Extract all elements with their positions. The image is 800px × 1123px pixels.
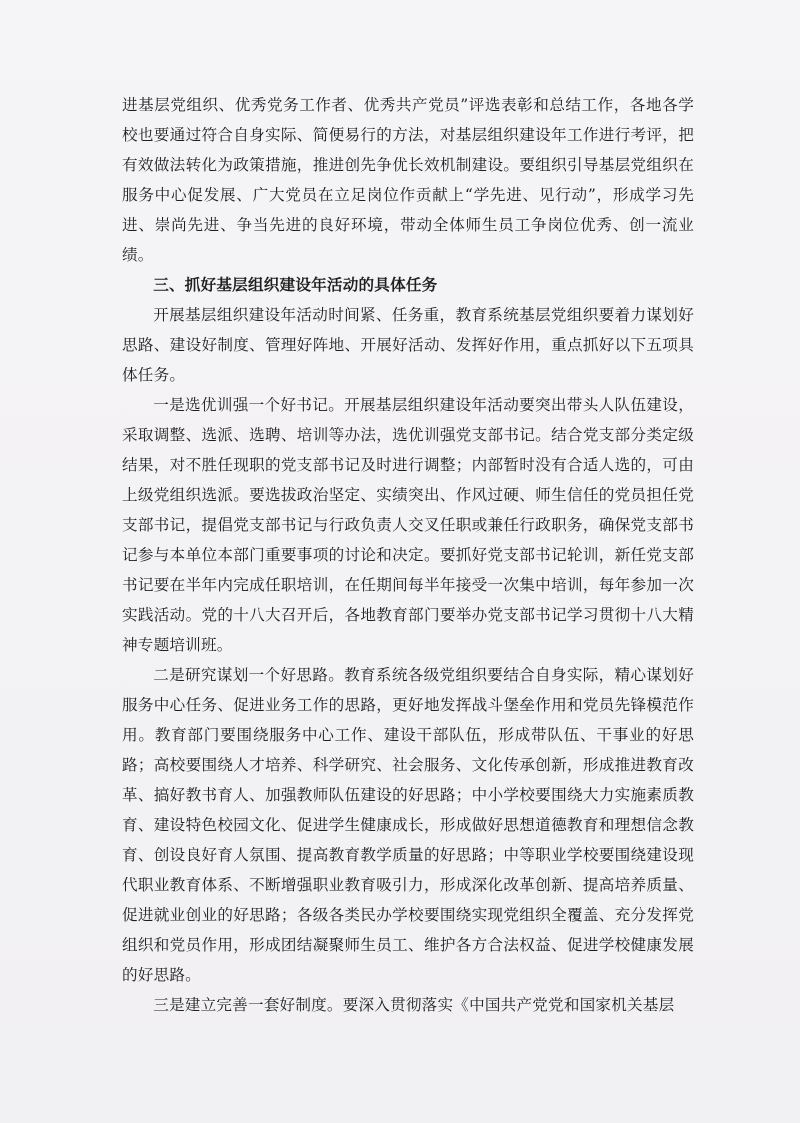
document-body (122, 90, 694, 1020)
paragraph-task-thinking: 二是研究谋划一个好思路。教育系统各级党组织要结合自身实际，精心谋划好服务中心任务、促进业务工作的思路，更好地发挥战斗堡垒作用和党员先锋模范作用。教育部门要围绕服务中心工作、建设干部队伍，形成带队伍、干事业的好思路；高校要围绕人才培养、科学研究、社会服务、文化传承创新，形成推进教育改革、搞好教书育人、加强教师队伍建设的好思路；中小学校要围绕大力实施素质教育、建设特色校园文化、促进学生健康成长，形成做好思想道德教育和理想信念教育、创设良好育人氛围、提高教育教学质量的好思路；中等职业学校要围绕建设现代职业教育体系、不断增强职业教育吸引力，形成深化改革创新、提高培养质量、促进就业创业的好思路；各级各类民办学校要围绕实现党组织全覆盖、充分发挥党组织和党员作用，形成团结凝聚师生员工、维护各方合法权益、促进学校健康发展的好思路。 (122, 666, 694, 984)
paragraph-task-overview: 开展基层组织建设年活动时间紧、任务重，教育系统基层党组织要着力谋划好思路、建设好制度、管理好阵地、开展好活动、发挥好作用，重点抓好以下五项具体任务。 (122, 306, 694, 384)
paragraph-task-system: 三是建立完善一套好制度。要深入贯彻落实《中国共产党党和国家机关基层 (153, 996, 675, 1014)
paragraph-task-secretary: 一是选优训强一个好书记。开展基层组织建设年活动要突出带头人队伍建设，采取调整、选派、选聘、培训等办法，选优训强党支部书记。结合党支部分类定级结果，对不胜任现职的党支部书记及时进行调整；内部暂时没有合适人选的，可由上级党组织选派。要选拔政治坚定、实绩突出、作风过硬、师生信任的党员担任党支部书记，提倡党支部书记与行政负责人交叉任职或兼任行政职务，确保党支部书记参与本单位本部门重要事项的讨论和决定。要抓好党支部书记轮训，新任党支部书记要在半年内完成任职培训，在任期间每半年接受一次集中培训，每年参加一次实践活动。党的十八大召开后，各地教育部门要举办党支部书记学习贯彻十八大精神专题培训班。 (122, 396, 694, 654)
paragraph-continued-evaluation: 进基层党组织、优秀党务工作者、优秀共产党员”评选表彰和总结工作，各地各学校也要通过符合自身实际、简便易行的方法，对基层组织建设年工作进行考评，把有效做法转化为政策措施，推进创先争优长效机制建设。要组织引导基层党组织在服务中心促发展、广大党员在立足岗位作贡献上“学先进、见行动”，形成学习先进、崇尚先进、争当先进的良好环境，带动全体师生员工争岗位优秀、创一流业绩。 (122, 96, 694, 264)
section-heading-three: 三、抓好基层组织建设年活动的具体任务 (153, 275, 438, 294)
